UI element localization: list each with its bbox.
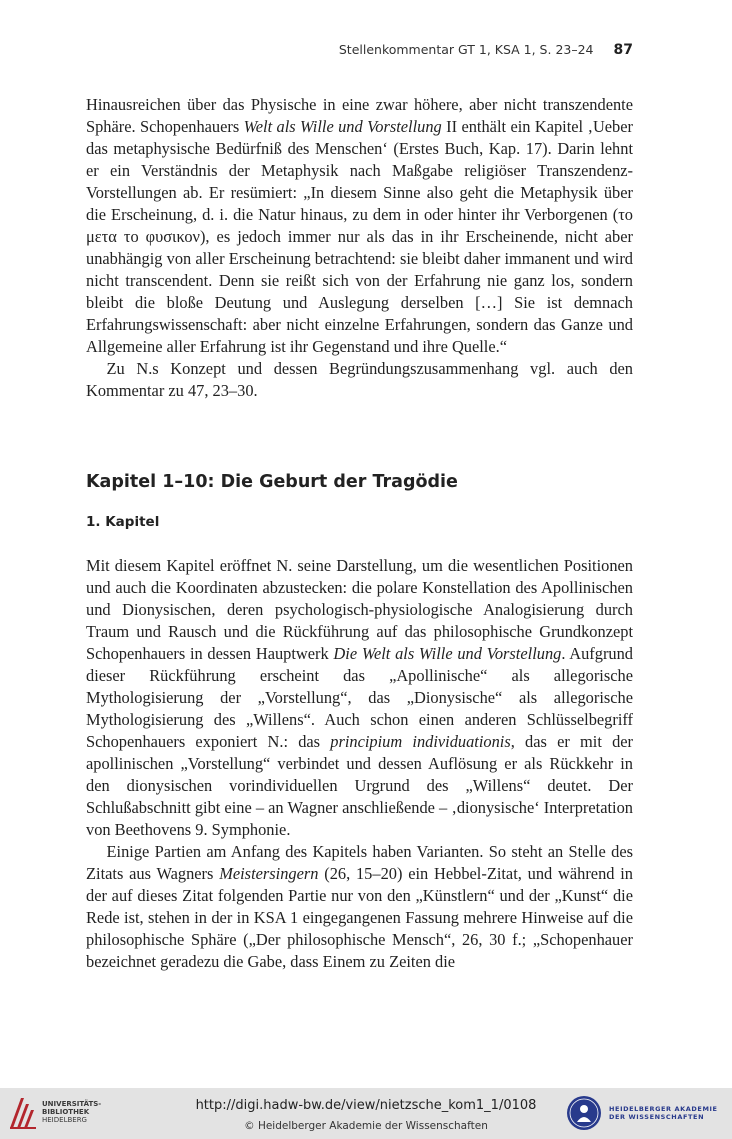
page-number: 87 [613,42,633,58]
text-block-chapter [86,555,633,973]
permalink-url[interactable]: http://digi.hadw-bw.de/view/nietzsche_kom1_1/0108 [195,1098,537,1113]
text-run: II enthält ein Kapitel ‚Ueber das metaphysische Bedürfniß des Menschen‘ (Erstes Buch, Kap. 17). Darin lehnt er ein Verständnis der Metaphysik nach Maßgabe religiöser Transzendenz-Vorstellungen ab. Er resümiert: „In diesem Sinne also geht die Metaphysik über die Erscheinung, d. i. die Natur hinaus, zu dem in oder hinter ihr Verborgenen (το μετα το φυσικον), es jedoch immer nur als das in ihr Erscheinende, nicht aber unabhängig von aller Erscheinung betrachtend: sie bleibt daher immanent und wird nicht transcendent. Denn sie reißt sich von der Erfahrung nie ganz los, sondern bleibt die bloße Deutung und Auslegung derselben […] Sie ist demnach Erfahrungswissenschaft: aber nicht einzelne Erfahrungen, sondern das Ganze und Allgemeine aller Erfahrung ist ihr Gegenstand und ihre Quelle.“ [86,117,633,356]
footer-band [0,1088,732,1139]
text-run: Hinausreichen über das Physische in eine zwar höhere, aber nicht transzendente Sphäre. Schopenhauers [86,95,633,136]
text-run: Mit diesem Kapitel eröffnet N. seine Darstellung, um die wesentlichen Positionen und auch die Koordinaten abzustecken: die polare Konstellation des Apollinischen und Dionysischen, deren psychologisch-physiologische Analogisierung durch Traum und Rausch und die Rückführung auf das philosophische Grundkonzept Schopenhauers in dessen Hauptwerk [86,556,633,663]
logo-line: DER WISSENSCHAFTEN [609,1113,705,1121]
italic-term: principium individuationis [330,732,511,751]
text-block-top [86,94,633,402]
logo-line: HEIDELBERGER AKADEMIE [609,1105,718,1113]
logo-line: BIBLIOTHEK [42,1108,90,1116]
subchapter-heading: 1. Kapitel [86,514,160,530]
academy-logo-text [609,1105,718,1121]
logo-line: HEIDELBERG [42,1116,87,1124]
text-run: . Aufgrund dieser Rückführung erscheint das „Apollinische“ als allegorische Mythologisierung der „Vorstellung“, das „Dionysische“ als allegorische Mythologisierung des „Willens“. Auch schon einen anderen Schlüsselbegriff Schopenhauers exponiert N.: das [86,644,633,751]
running-head [86,42,633,58]
chapter-heading: Kapitel 1–10: Die Geburt der Tragödie [86,472,458,492]
paragraph [86,555,633,841]
academy-seal-icon [566,1095,602,1131]
paragraph [86,94,633,358]
italic-title: Welt als Wille und Vorstellung [243,117,442,136]
paragraph: Zu N.s Konzept und dessen Begründungszusammenhang vgl. auch den Kommentar zu 47, 23–30. [86,359,633,400]
copyright-notice: © Heidelberger Akademie der Wissenschaften [244,1120,488,1132]
paragraph [86,841,633,973]
logo-line: UNIVERSITÄTS- [42,1100,102,1108]
italic-title: Meistersingern [219,864,319,883]
text-run: , das er mit der apollinischen „Vorstellung“ verbindet und dessen Auflösung er als Rückkehr in den dionysischen vorindividuellen Urgrund des „Willens“ deutet. Der Schlußabschnitt gibt eine – an Wagner anschließende – ‚dionysische‘ Interpretation von Beethovens 9. Symphonie. [86,732,634,839]
italic-title: Die Welt als Wille und Vorstellung [333,644,562,663]
text-run: Einige Partien am Anfang des Kapitels haben Varianten. So steht an Stelle des Zitats aus Wagners [86,842,633,883]
text-run: (26, 15–20) ein Hebbel-Zitat, und während in der auf dieses Zitat folgenden Partie nur von den „Künstlern“ und der „Kunst“ die Rede ist, stehen in der in KSA 1 eingegangenen Fassung mehrere Hinweise auf die philosophische Sphäre („Der philosophische Mensch“, 26, 30 f.; „Schopenhauer bezeichnet geradezu die Gabe, dass Einem zu Zeiten die [86,864,633,971]
running-head-title: Stellenkommentar GT 1, KSA 1, S. 23–24 [338,42,594,57]
